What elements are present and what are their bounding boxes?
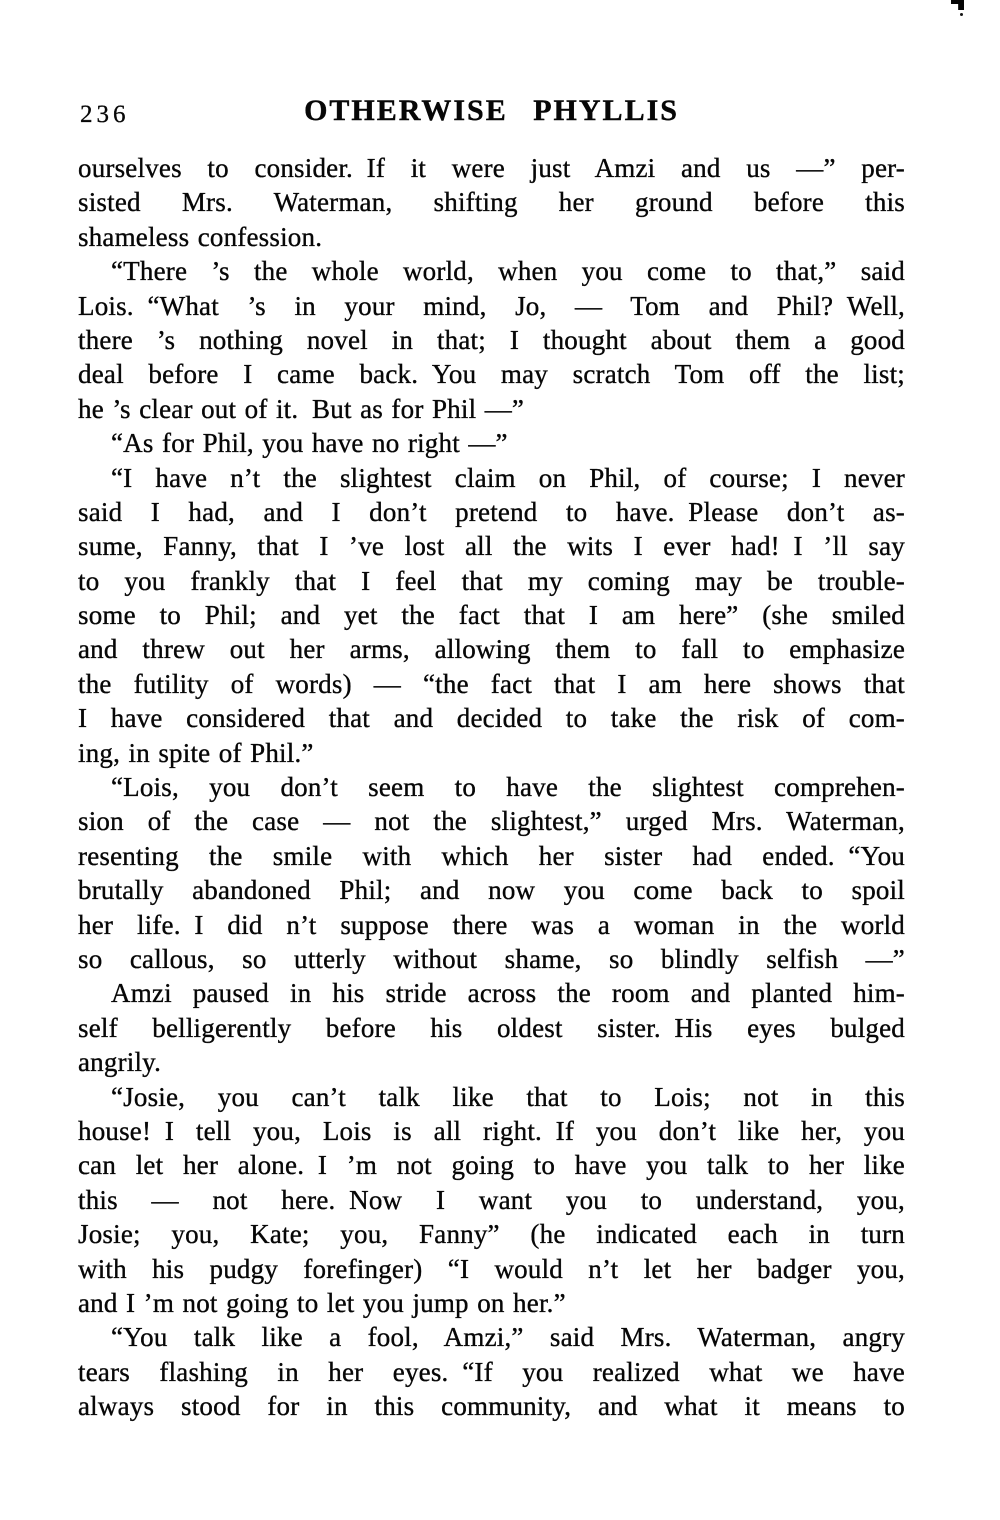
running-title: OTHERWISE PHYLLIS	[304, 94, 679, 127]
text-line: sisted Mrs. Waterman, shifting her ground before this	[78, 187, 905, 218]
text-line: with his pudgy forefinger) “I would n’t let her badger you,	[78, 1253, 905, 1284]
text-line: so callous, so utterly without shame, so blindly selfish —”	[78, 943, 905, 974]
text-line: there ’s nothing novel in that; I thought about them a good	[78, 324, 905, 355]
text-line: “Josie, you can’t talk like that to Lois; not in this	[111, 1081, 905, 1112]
text-line: “I have n’t the slightest claim on Phil, of course; I never	[111, 462, 905, 493]
ink-dot-artifact	[960, 13, 963, 16]
text-line: said I had, and I don’t pretend to have. Please don’t as-	[78, 496, 905, 527]
text-line: “Lois, you don’t seem to have the slightest comprehen-	[111, 772, 905, 803]
text-line: sion of the case — not the slightest,” urged Mrs. Waterman,	[78, 806, 905, 837]
text-line: self belligerently before his oldest sister. His eyes bulged	[78, 1012, 905, 1043]
text-line: house! I tell you, Lois is all right. If you don’t like her, you	[78, 1115, 905, 1146]
text-line: the futility of words) — “the fact that I am here shows that	[78, 668, 905, 699]
text-line: this — not here. Now I want you to understand, you,	[78, 1184, 905, 1215]
text-line: sume, Fanny, that I ’ve lost all the wits I ever had! I ’ll say	[78, 531, 905, 562]
text-line: and threw out her arms, allowing them to fall to emphasize	[78, 634, 905, 665]
text-line: brutally abandoned Phil; and now you come back to spoil	[78, 875, 905, 906]
text-line: shameless confession.	[78, 221, 323, 252]
page-header	[78, 94, 905, 134]
text-line: Lois. “What ’s in your mind, Jo, — Tom and Phil? Well,	[78, 290, 905, 321]
text-line: resenting the smile with which her sister had ended. “You	[78, 840, 905, 871]
text-line: ourselves to consider. If it were just Amzi and us —” per-	[78, 153, 905, 183]
text-line: to you frankly that I feel that my coming may be trouble-	[78, 565, 905, 596]
text-line: “There ’s the whole world, when you come to that,” said	[111, 256, 905, 287]
text-line: angrily.	[78, 1047, 162, 1078]
ink-blot-artifact	[951, 0, 964, 10]
text-line: some to Phil; and yet the fact that I am here” (she smiled	[78, 600, 905, 631]
text-line: “You talk like a fool, Amzi,” said Mrs. Waterman, angry	[111, 1322, 905, 1353]
page-number: 236	[80, 101, 130, 128]
text-line: always stood for in this community, and what it means to	[78, 1391, 905, 1422]
text-line: tears flashing in her eyes. “If you realized what we have	[78, 1356, 905, 1387]
text-line: ing, in spite of Phil.”	[78, 737, 314, 768]
text-line: can let her alone. I ’m not going to have you talk to her like	[78, 1150, 905, 1181]
text-line: “As for Phil, you have no right —”	[111, 428, 508, 459]
text-block	[78, 151, 905, 1423]
text-line: Josie; you, Kate; you, Fanny” (he indicated each in turn	[78, 1219, 905, 1250]
text-line: Amzi paused in his stride across the room and planted him-	[111, 978, 905, 1009]
text-line: he ’s clear out of it. But as for Phil —”	[78, 393, 525, 424]
text-line: and I ’m not going to let you jump on her.”	[78, 1287, 566, 1318]
text-line: I have considered that and decided to take the risk of com-	[78, 703, 905, 734]
text-line: deal before I came back. You may scratch Tom off the list;	[78, 359, 905, 390]
text-line: her life. I did n’t suppose there was a woman in the world	[78, 909, 905, 940]
